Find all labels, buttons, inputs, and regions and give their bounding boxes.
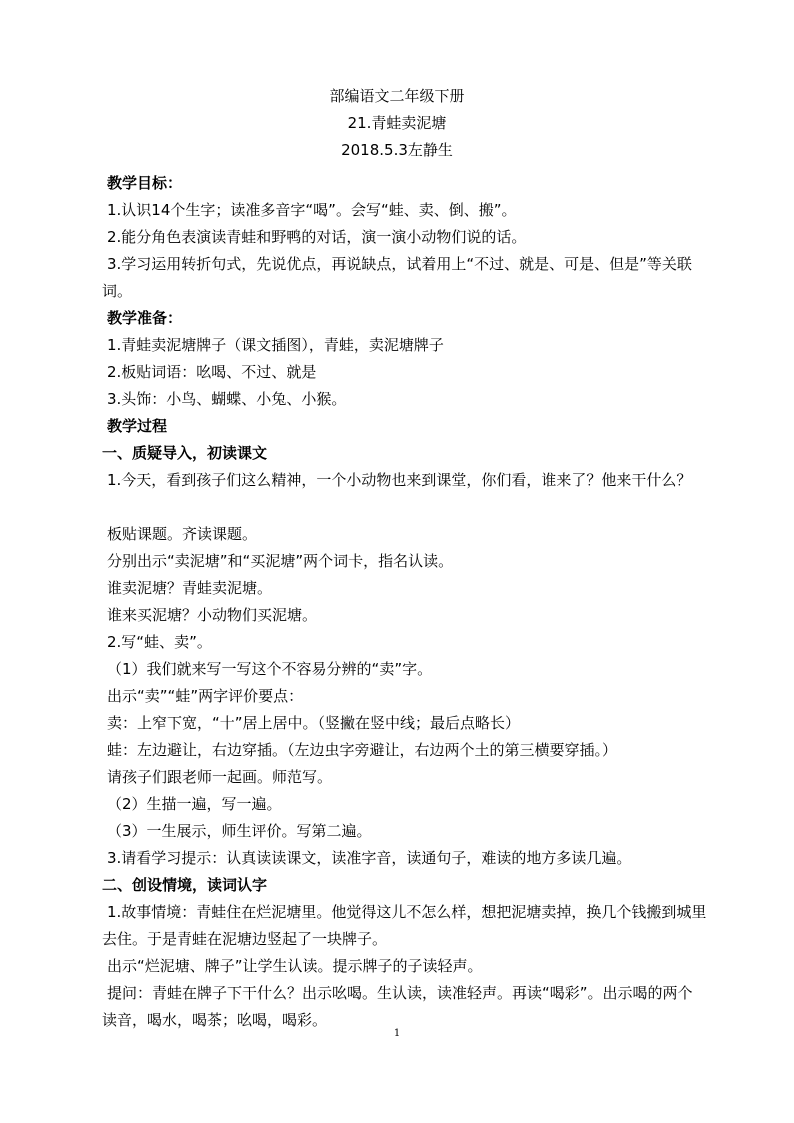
prep-item: 2.板贴词语：吆喝、不过、就是 [107,363,317,381]
process-line: 分别出示“卖泥塘”和“买泥塘”两个词卡，指名认读。 [107,552,454,570]
document-body [102,170,707,1034]
process-line: （1）我们就来写一写这个不容易分辨的“卖”字。 [107,660,433,678]
process-line: 蛙：左边避让，右边穿插。（左边虫字旁避让，右边两个土的第三横要穿插。） [107,741,618,759]
section-heading-process: 教学过程 [107,417,168,435]
process-line: 3.请看学习提示：认真读读课文，读准字音，读通句子，难读的地方多读几遍。 [107,849,632,867]
prep-item: 1.青蛙卖泥塘牌子（课文插图），青蛙，卖泥塘牌子 [107,336,444,354]
process-line: 谁卖泥塘？青蛙卖泥塘。 [107,579,273,597]
section-heading-prep: 教学准备： [107,309,183,327]
goal-item: 2.能分角色表演读青蛙和野鸭的对话，演一演小动物们说的话。 [107,228,527,246]
goal-item: 1.认识14个生字；读准多音字“喝”。会写“蛙、卖、倒、搬”。 [107,201,517,219]
part-heading-1: 一、质疑导入，初读课文 [102,444,268,462]
lesson-title: 21.青蛙卖泥塘 [347,114,447,132]
process-line: 出示“卖”“蛙”两字评价要点： [107,687,304,705]
prep-item: 3.头饰：小鸟、蝴蝶、小兔、小猴。 [107,390,347,408]
process-line: 板贴课题。齐读课题。 [107,525,258,543]
process-line: （3）一生展示，师生评价。写第二遍。 [107,822,372,840]
process-line: 谁来买泥塘？小动物们买泥塘。 [107,606,318,624]
process-line: 卖：上窄下宽，“十”居上居中。（竖撇在竖中线；最后点略长） [107,714,521,732]
process-line: （2）生描一遍，写一遍。 [107,795,282,813]
process-line: 提问：青蛙在牌子下干什么？出示吆喝。生认读，读准轻声。再读“喝彩”。出示喝的两个读音，喝水，喝茶；吆喝，喝彩。 [102,984,693,1029]
document-title: 部编语文二年级下册 [329,87,465,105]
process-line: 1.今天，看到孩子们这么精神，一个小动物也来到课堂，你们看，谁来了？他来干什么？ [107,471,692,489]
process-line: 2.写“蛙、卖”。 [107,633,212,651]
section-heading-goals: 教学目标： [107,174,183,192]
process-line: 出示“烂泥塘、牌子”让学生认读。提示牌子的子读轻声。 [107,957,483,975]
date-author: 2018.5.3左静生 [341,141,453,159]
process-line: 请孩子们跟老师一起画。师范写。 [107,768,333,786]
goal-item: 3.学习运用转折句式，先说优点，再说缺点，试着用上“不过、就是、可是、但是”等关联词。 [102,255,692,300]
process-line: 1.故事情境：青蛙住在烂泥塘里。他觉得这儿不怎么样，想把泥塘卖掉，换几个钱搬到城里去住。于是青蛙在泥塘边竖起了一块牌子。 [102,903,707,948]
part-heading-2: 二、创设情境，读词认字 [102,876,268,894]
page-number: 1 [393,1028,401,1039]
